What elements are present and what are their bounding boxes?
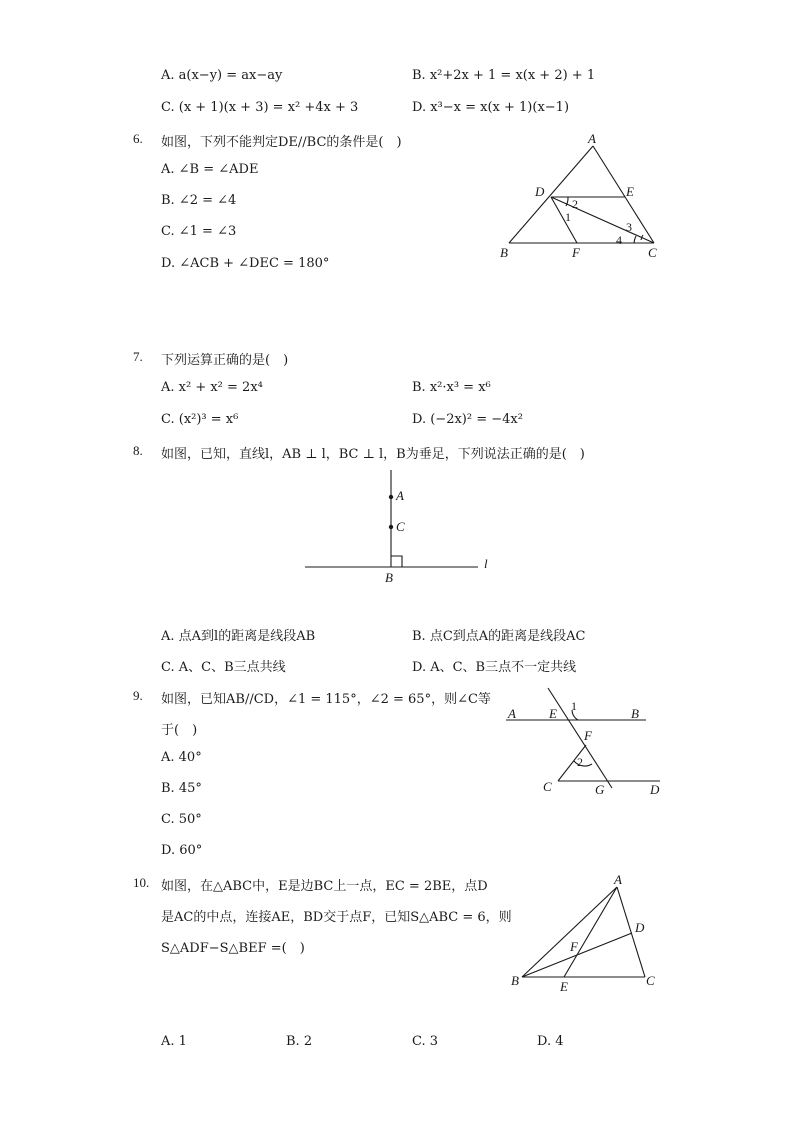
q9-label-c: C xyxy=(543,779,552,794)
q9-option-b: B. 45° xyxy=(161,781,202,796)
q10-stem-line3: S△ADF−S△BEF =( ) xyxy=(161,941,305,956)
q9-label-f: F xyxy=(584,728,592,743)
q9-angle-2: 2 xyxy=(577,755,583,769)
q9-label-d: D xyxy=(650,782,660,797)
q8-label-a: A xyxy=(396,488,404,503)
q9-stem-line1: 如图，已知AB//CD，∠1 = 115°，∠2 = 65°，则∠C等 xyxy=(161,692,491,707)
q9-angle-1: 1 xyxy=(571,699,577,713)
q9-option-a: A. 40° xyxy=(161,750,202,765)
q6-option-c: C. ∠1 = ∠3 xyxy=(161,224,237,239)
q10-option-b: B. 2 xyxy=(286,1034,313,1049)
q9-label-a: A xyxy=(508,706,516,721)
q9-label-g: G xyxy=(595,782,605,797)
q7-option-a: A. x² + x² = 2x⁴ xyxy=(161,380,263,395)
q6-angle-3: 3 xyxy=(626,220,632,234)
q6-label-b: B xyxy=(500,245,508,260)
q10-number: 10. xyxy=(133,875,150,890)
q5-option-c: C. (x + 1)(x + 3) = x² +4x + 3 xyxy=(161,100,359,115)
q6-angle-4: 4 xyxy=(616,233,622,247)
q10-option-d: D. 4 xyxy=(537,1034,564,1049)
q8-number: 8. xyxy=(133,443,143,458)
q9-label-b: B xyxy=(631,706,639,721)
q8-stem: 如图，已知，直线l，AB ⊥ l，BC ⊥ l，B为垂足，下列说法正确的是( ) xyxy=(161,447,585,462)
q9-label-e: E xyxy=(549,706,557,721)
q8-option-d: D. A、C、B三点不一定共线 xyxy=(412,660,577,675)
q7-option-c: C. (x²)³ = x⁶ xyxy=(161,412,239,427)
q10-label-c: C xyxy=(646,973,655,988)
q8-option-a: A. 点A到l的距离是线段AB xyxy=(161,629,316,644)
q7-option-d: D. (−2x)² = −4x² xyxy=(412,412,523,427)
q10-label-f: F xyxy=(570,939,578,954)
q6-option-b: B. ∠2 = ∠4 xyxy=(161,193,237,208)
q5-option-d: D. x³−x = x(x + 1)(x−1) xyxy=(412,100,570,115)
q10-option-c: C. 3 xyxy=(412,1034,439,1049)
q6-number: 6. xyxy=(133,131,143,146)
q9-stem-line2: 于( ) xyxy=(161,723,198,738)
q9-number: 9. xyxy=(133,688,143,703)
q6-angle-2: 2 xyxy=(572,197,578,211)
q7-stem: 下列运算正确的是( ) xyxy=(161,353,289,368)
q6-option-a: A. ∠B = ∠ADE xyxy=(161,162,259,177)
q8-label-b: B xyxy=(385,570,393,585)
q8-option-b: B. 点C到点A的距离是线段AC xyxy=(412,629,586,644)
q7-number: 7. xyxy=(133,349,143,364)
q6-label-e: E xyxy=(626,184,634,199)
q10-label-b: B xyxy=(511,973,519,988)
q6-angle-1: 1 xyxy=(565,210,571,224)
q6-label-c: C xyxy=(648,245,657,260)
q10-stem-line2: 是AC的中点，连接AE，BD交于点F，已知S△ABC = 6，则 xyxy=(161,910,512,925)
q5-option-a: A. a(x−y) = ax−ay xyxy=(161,68,283,83)
q9-option-d: D. 60° xyxy=(161,843,203,858)
q8-option-c: C. A、C、B三点共线 xyxy=(161,660,286,675)
q9-option-c: C. 50° xyxy=(161,812,202,827)
q6-label-d: D xyxy=(535,184,545,199)
q6-stem: 如图，下列不能判定DE//BC的条件是( ) xyxy=(161,135,402,150)
q8-label-l: l xyxy=(484,556,488,571)
q7-option-b: B. x²·x³ = x⁶ xyxy=(412,380,491,395)
q10-stem-line1: 如图，在△ABC中，E是边BC上一点，EC = 2BE，点D xyxy=(161,879,488,894)
q10-option-a: A. 1 xyxy=(161,1034,187,1049)
q6-label-a: A xyxy=(588,131,596,146)
q6-option-d: D. ∠ACB + ∠DEC = 180° xyxy=(161,256,330,271)
q5-option-b: B. x²+2x + 1 = x(x + 2) + 1 xyxy=(412,68,596,83)
q10-label-d: D xyxy=(635,920,645,935)
q8-label-c: C xyxy=(396,519,405,534)
q6-label-f: F xyxy=(572,245,580,260)
q10-label-e: E xyxy=(560,979,568,994)
q10-label-a: A xyxy=(614,872,622,887)
